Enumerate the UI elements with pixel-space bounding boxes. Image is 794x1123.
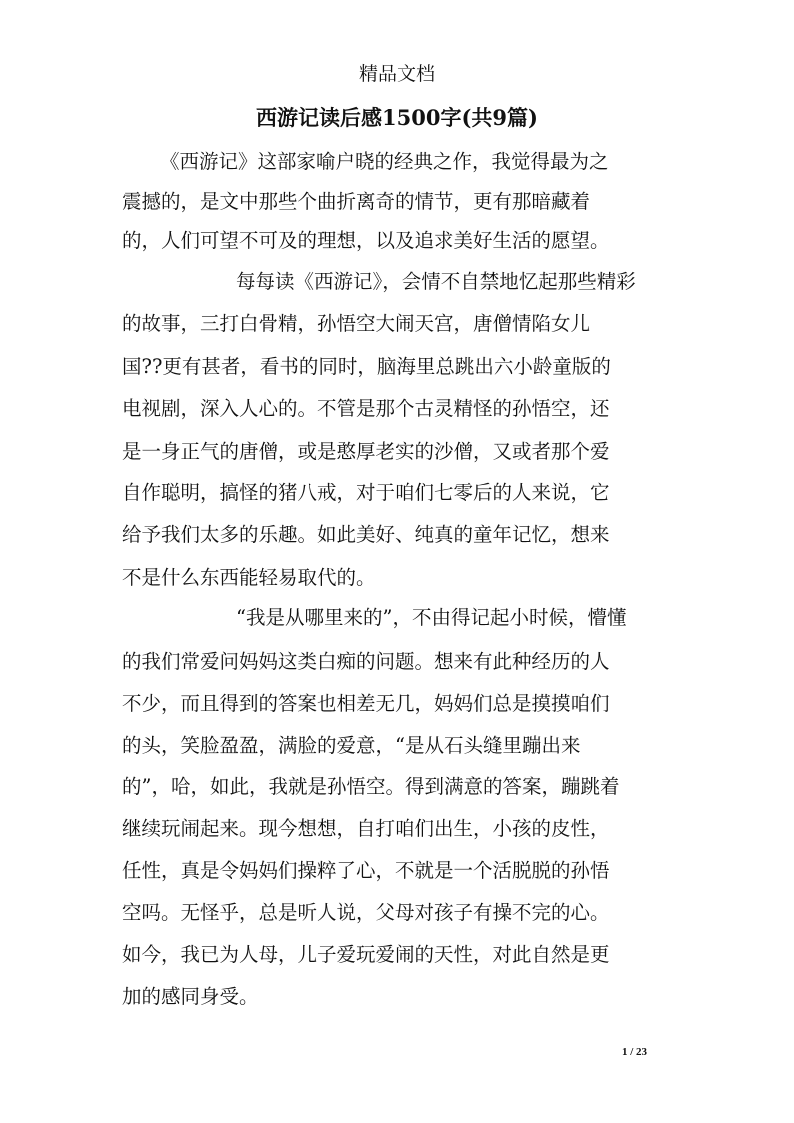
page-number: 1 / 23 <box>622 1046 648 1058</box>
body-line: 震撼的，是文中那些个曲折离奇的情节，更有那暗藏着 <box>122 190 591 213</box>
body-line: 如今，我已为人母，儿子爱玩爱闹的天性，对此自然是更 <box>122 943 610 966</box>
body-line: 每每读《西游记》，会情不自禁地忆起那些精彩 <box>236 270 636 293</box>
body-line: 继续玩闹起来。现今想想，自打咱们出生，小孩的皮性， <box>122 817 610 840</box>
body-line: 的故事，三打白骨精，孙悟空大闹天宫，唐僧情陷女儿 <box>122 312 591 335</box>
body-line: 《西游记》这部家喻户晓的经典之作，我觉得最为之 <box>160 150 609 173</box>
body-line: 给予我们太多的乐趣。如此美好、纯真的童年记忆，想来 <box>122 523 610 546</box>
document-header: 精品文档 <box>358 63 435 85</box>
body-line: 国??更有甚者，看书的同时，脑海里总跳出六小龄童版的 <box>122 355 611 378</box>
body-line: 的”，哈，如此，我就是孙悟空。得到满意的答案，蹦跳着 <box>122 775 620 798</box>
body-line: 是一身正气的唐僧，或是憨厚老实的沙僧，又或者那个爱 <box>122 440 610 463</box>
document-title: 西游记读后感1500字(共9篇) <box>256 105 538 130</box>
body-line: 自作聪明，搞怪的猪八戒，对于咱们七零后的人来说，它 <box>122 481 610 504</box>
body-line: 不是什么东西能轻易取代的。 <box>122 566 376 589</box>
body-line: 任性，真是令妈妈们操粹了心，不就是一个活脱脱的孙悟 <box>122 859 610 882</box>
body-line: 加的感同身受。 <box>122 985 259 1008</box>
body-line: 空吗。无怪乎，总是听人说，父母对孩子有操不完的心。 <box>122 901 610 924</box>
body-line: 不少，而且得到的答案也相差无几，妈妈们总是摸摸咱们 <box>122 692 610 715</box>
body-line: “我是从哪里来的”，不由得记起小时候，懵懂 <box>236 606 627 629</box>
body-line: 的我们常爱问妈妈这类白痴的问题。想来有此种经历的人 <box>122 650 610 673</box>
body-line: 电视剧，深入人心的。不管是那个古灵精怪的孙悟空，还 <box>122 397 610 420</box>
body-line: 的头，笑脸盈盈，满脸的爱意，“是从石头缝里蹦出来 <box>122 734 581 757</box>
body-line: 的，人们可望不可及的理想，以及追求美好生活的愿望。 <box>122 229 610 252</box>
